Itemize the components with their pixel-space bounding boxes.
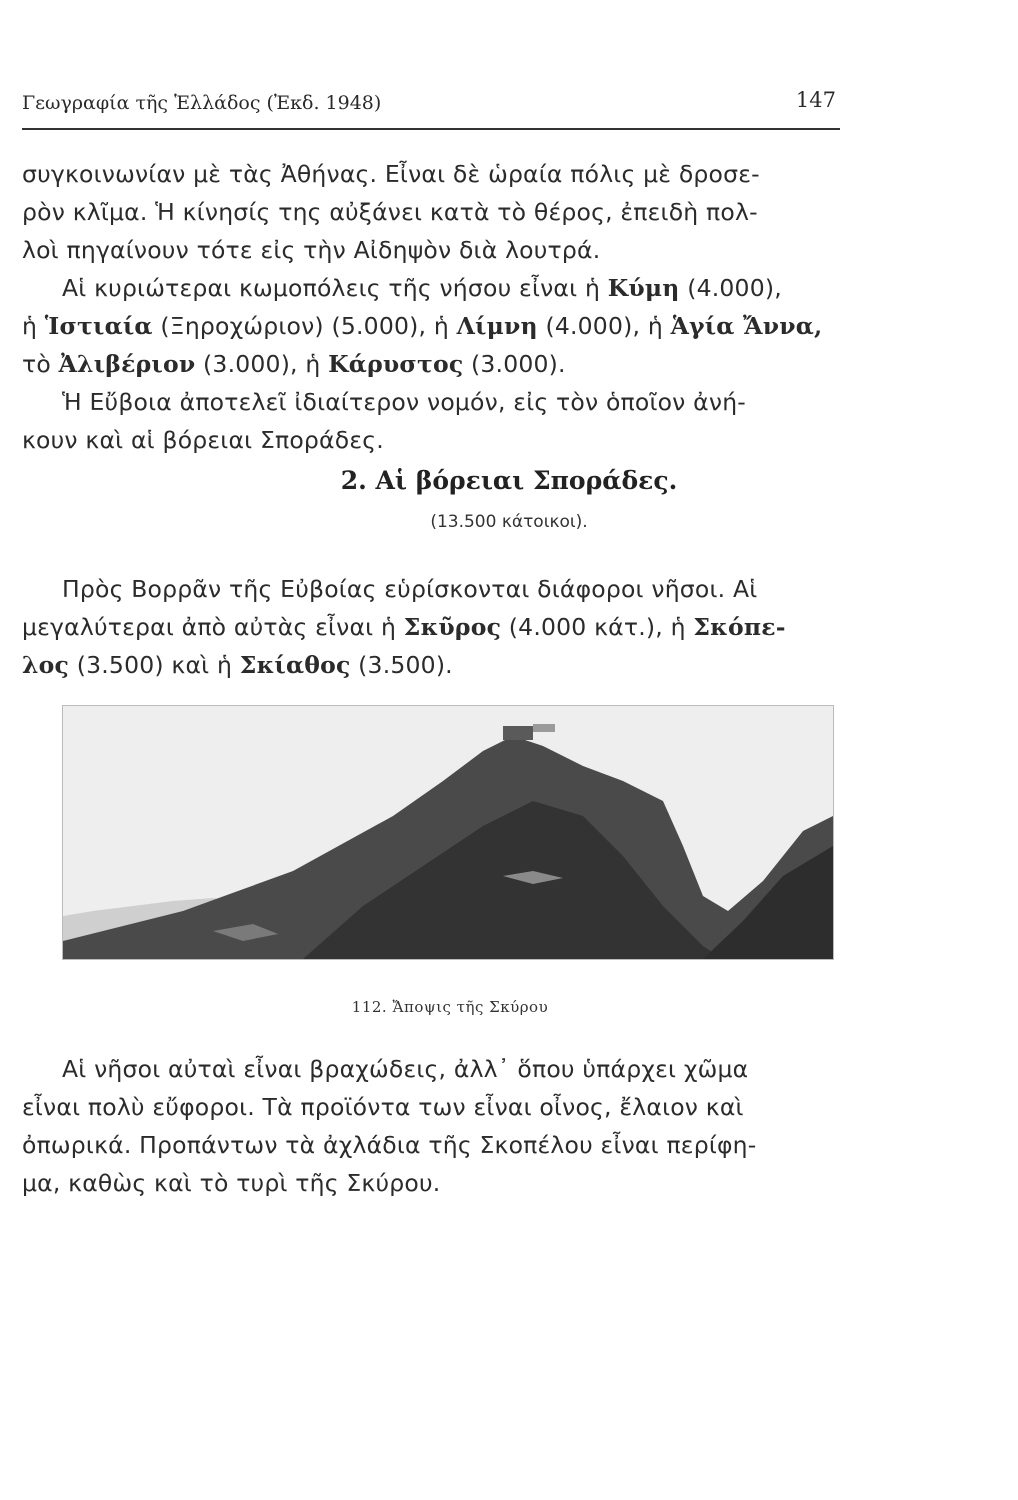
text-line: Ἡ Εὔβοια ἀποτελεῖ ἰδιαίτερον νομόν, εἰς τὸν ὁποῖον ἀνή- [62, 388, 746, 416]
text-line: Αἱ νῆσοι αὐταὶ εἶναι βραχώδεις, ἀλλ᾿ ὅπου ὑπάρχει χῶμα [62, 1055, 749, 1083]
island-skopelos: Σκόπε- [693, 613, 786, 641]
paragraph-bottom [22, 1050, 842, 1202]
paragraph-top [22, 155, 842, 459]
town-istiaia: Ἱστιαία [44, 312, 153, 340]
text-line: εἶναι πολὺ εὔφοροι. Τὰ προϊόντα των εἶναι οἶνος, ἔλαιον καὶ [22, 1093, 744, 1121]
running-header [22, 88, 840, 130]
town-karystos: Κάρυστος [328, 350, 464, 378]
section-heading: 2. Αἱ βόρειαι Σποράδες. [340, 466, 678, 495]
text-line: λος (3.500) καὶ ἡ Σκίαθος (3.500). [22, 651, 453, 679]
text-line: μα, καθὼς καὶ τὸ τυρὶ τῆς Σκύρου. [22, 1169, 441, 1197]
town-agia-anna: Ἁγία Ἄννα, [670, 312, 823, 340]
town-kymi: Κύμη [607, 274, 680, 302]
text-line: ρὸν κλῖμα. Ἡ κίνησίς της αὐξάνει κατὰ τὸ θέρος, ἐπειδὴ πολ- [22, 198, 758, 226]
text-line: Πρὸς Βορρᾶν τῆς Εὐβοίας εὑρίσκονται διάφοροι νῆσοι. Αἱ [62, 575, 758, 603]
text-line: ὀπωρικά. Προπάντων τὰ ἀχλάδια τῆς Σκοπέλου εἶναι περίφη- [22, 1131, 757, 1159]
text-line: συγκοινωνίαν μὲ τὰς Ἀθήνας. Εἶναι δὲ ὡραία πόλις μὲ δροσε- [22, 160, 760, 188]
towns-line-1: Αἱ κυριώτεραι κωμοπόλεις τῆς νήσου εἶναι ἡ Κύμη (4.000), [62, 274, 782, 302]
text-line: κουν καὶ αἱ βόρειαι Σποράδες. [22, 426, 384, 454]
towns-line-2: ἡ Ἱστιαία (Ξηροχώριον) (5.000), ἡ Λίμνη (4.000), ἡ Ἁγία Ἄννα, [22, 312, 823, 340]
figure-caption: 112. Ἄποψις τῆς Σκύρου [351, 998, 549, 1016]
text-line: μεγαλύτεραι ἀπὸ αὐτὰς εἶναι ἡ Σκῦρος (4.000 κάτ.), ἡ Σκόπε- [22, 613, 786, 641]
section-subtitle: (13.500 κάτοικοι). [430, 512, 588, 532]
skyros-hill-illustration [63, 706, 833, 959]
town-limni: Λίμνη [456, 312, 538, 340]
skyros-photo [62, 705, 834, 960]
towns-line-3: τὸ Ἀλιβέριον (3.000), ἡ Κάρυστος (3.000). [22, 350, 566, 378]
island-skiathos: Σκίαθος [239, 651, 351, 679]
header-title: Γεωγραφία τῆς Ἑλλάδος (Ἐκδ. 1948) [22, 92, 382, 114]
text-line: λοὶ πηγαίνουν τότε εἰς τὴν Αἰδηψὸν διὰ λουτρά. [22, 236, 601, 264]
island-skyros: Σκῦρος [403, 613, 502, 641]
page-number: 147 [795, 88, 836, 112]
paragraph-sporades [22, 570, 842, 684]
town-aliverion: Ἀλιβέριον [58, 350, 196, 378]
